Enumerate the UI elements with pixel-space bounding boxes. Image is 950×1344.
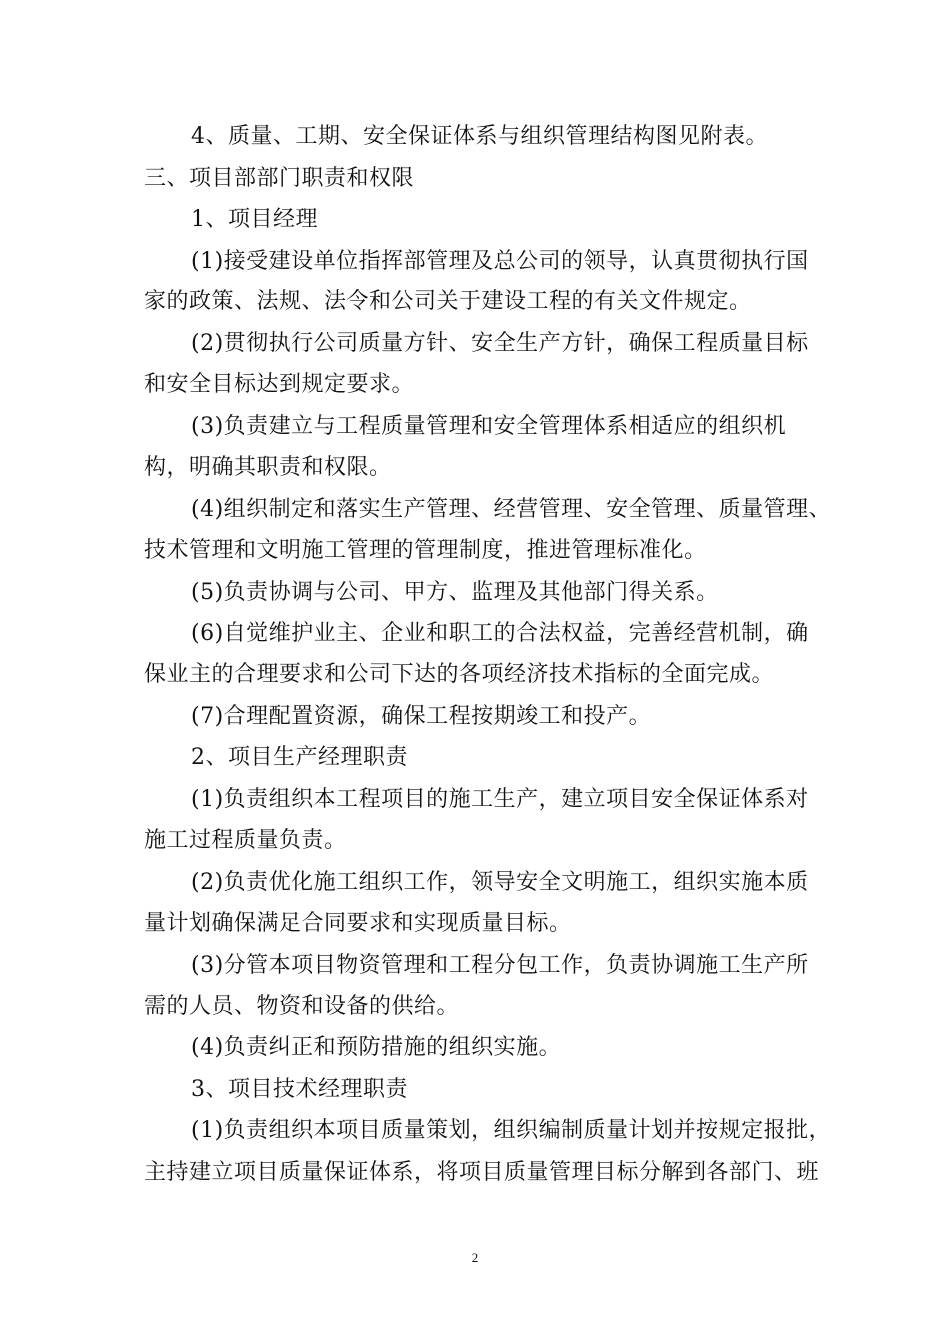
- paragraph-line: 4、质量、工期、安全保证体系与组织管理结构图见附表。: [191, 124, 768, 149]
- paragraph-line: (7)合理配置资源，确保工程按期竣工和投产。: [191, 704, 652, 729]
- paragraph-line: (3)分管本项目物资管理和工程分包工作，负责协调施工生产所: [191, 953, 809, 978]
- paragraph-line: 构，明确其职责和权限。: [144, 455, 392, 480]
- paragraph-line: (1)接受建设单位指挥部管理及总公司的领导，认真贯彻执行国: [191, 249, 809, 274]
- paragraph-line: (1)负责组织本项目质量策划，组织编制质量计划并按规定报批，: [191, 1118, 832, 1143]
- paragraph-line: 和安全目标达到规定要求。: [144, 372, 415, 397]
- paragraph-line: 施工过程质量负责。: [144, 828, 347, 853]
- subsection-heading: 2、项目生产经理职责: [191, 745, 408, 770]
- paragraph-line: 技术管理和文明施工管理的管理制度，推进管理标准化。: [144, 538, 707, 563]
- section-heading: 三、项目部部门职责和权限: [144, 166, 415, 191]
- page-number: 2: [471, 1250, 479, 1265]
- paragraph-line: (5)负责协调与公司、甲方、监理及其他部门得关系。: [191, 580, 719, 605]
- paragraph-line: (1)负责组织本工程项目的施工生产，建立项目安全保证体系对: [191, 787, 809, 812]
- paragraph-line: (6)自觉维护业主、企业和职工的合法权益，完善经营机制，确: [191, 621, 809, 646]
- paragraph-line: 主持建立项目质量保证体系，将项目质量管理目标分解到各部门、班: [144, 1160, 820, 1185]
- subsection-heading: 3、项目技术经理职责: [191, 1077, 408, 1102]
- paragraph-line: 量计划确保满足合同要求和实现质量目标。: [144, 911, 572, 936]
- paragraph-line: (3)负责建立与工程质量管理和安全管理体系相适应的组织机: [191, 414, 787, 439]
- paragraph-line: (4)组织制定和落实生产管理、经营管理、安全管理、质量管理、: [191, 497, 832, 522]
- paragraph-line: 家的政策、法规、法令和公司关于建设工程的有关文件规定。: [144, 289, 752, 314]
- paragraph-line: (2)贯彻执行公司质量方针、安全生产方针，确保工程质量目标: [191, 331, 809, 356]
- subsection-heading: 1、项目经理: [191, 207, 318, 232]
- paragraph-line: (4)负责纠正和预防措施的组织实施。: [191, 1035, 562, 1060]
- paragraph-line: 需的人员、物资和设备的供给。: [144, 994, 460, 1019]
- paragraph-line: (2)负责优化施工组织工作，领导安全文明施工，组织实施本质: [191, 870, 809, 895]
- paragraph-line: 保业主的合理要求和公司下达的各项经济技术指标的全面完成。: [144, 662, 775, 687]
